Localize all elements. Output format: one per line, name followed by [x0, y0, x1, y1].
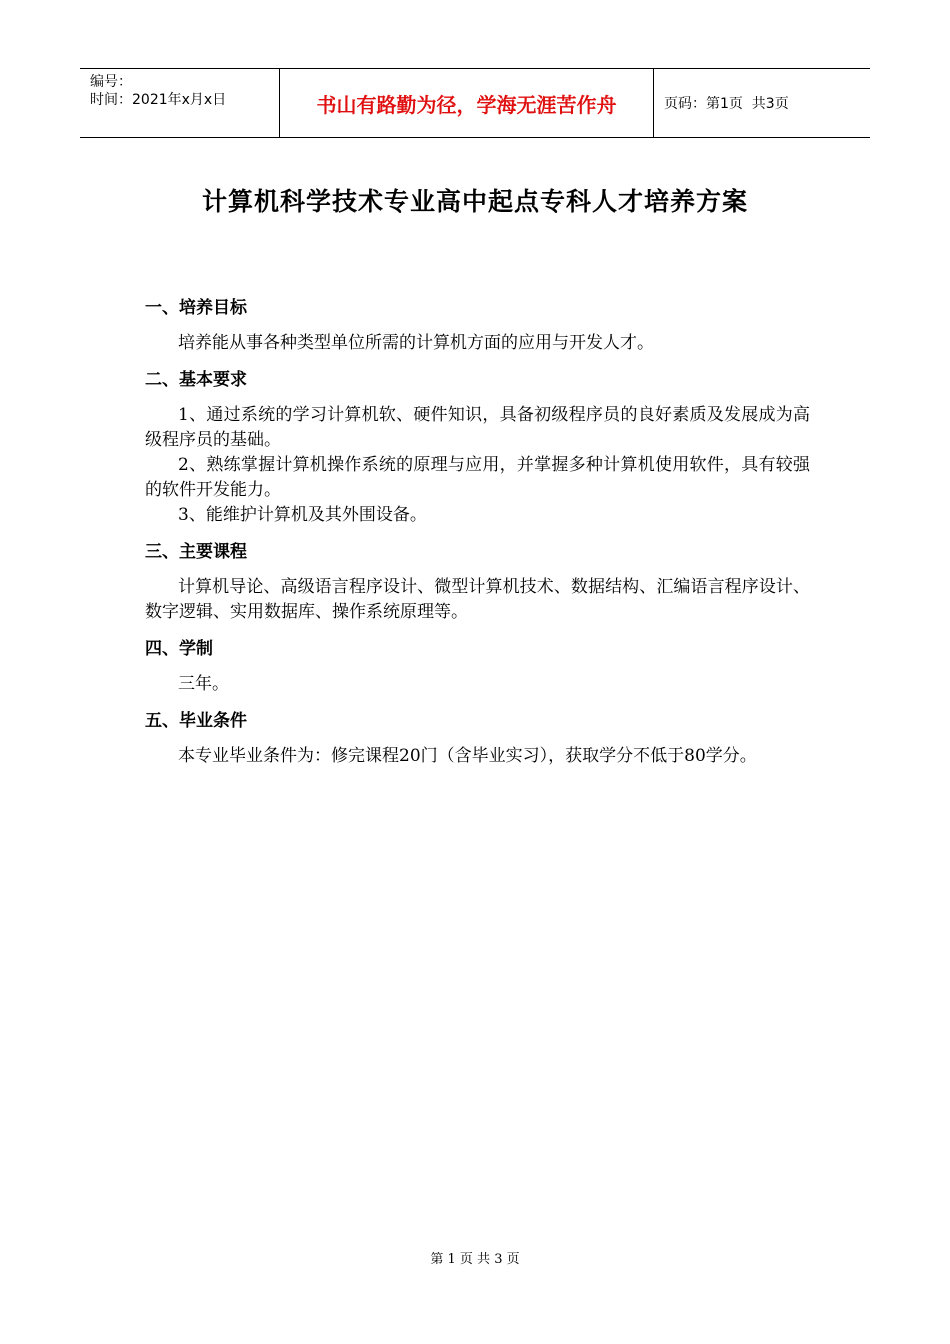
section-heading: 一、培养目标	[145, 298, 247, 318]
header-page-info: 页码：第1页 共3页	[664, 96, 789, 112]
section-paragraph: 培养能从事各种类型单位所需的计算机方面的应用与开发人才。	[178, 333, 654, 353]
section-paragraph: 1、通过系统的学习计算机软、硬件知识，具备初级程序员的良好素质及发展成为高级程序员的基础。	[145, 405, 810, 450]
section-paragraph: 计算机导论、高级语言程序设计、微型计算机技术、数据结构、汇编语言程序设计、数字逻辑、实用数据库、操作系统原理等。	[145, 577, 810, 622]
section-paragraph: 本专业毕业条件为：修完课程20门（含毕业实习），获取学分不低于80学分。	[178, 746, 757, 766]
header-meta-cell	[80, 69, 280, 137]
section-paragraph: 3、能维护计算机及其外围设备。	[178, 505, 427, 525]
document-time-label: 时间：2021年x月x日	[90, 92, 227, 108]
document-header	[80, 68, 870, 138]
document-number-label: 编号：	[90, 74, 132, 90]
section-heading: 四、学制	[145, 639, 213, 659]
section-heading: 五、毕业条件	[145, 711, 247, 731]
section-paragraph: 2、熟练掌握计算机操作系统的原理与应用，并掌握多种计算机使用软件，具有较强的软件开发能力。	[145, 455, 810, 500]
header-motto: 书山有路勤为径，学海无涯苦作舟	[280, 69, 654, 137]
page-footer: 第 1 页 共 3 页	[430, 1252, 520, 1267]
header-page-cell	[654, 69, 870, 137]
document-body	[145, 296, 810, 769]
document-title: 计算机科学技术专业高中起点专科人才培养方案	[201, 187, 748, 216]
section-heading: 二、基本要求	[145, 370, 247, 390]
section-paragraph: 三年。	[178, 674, 229, 694]
section-heading: 三、主要课程	[145, 542, 247, 562]
